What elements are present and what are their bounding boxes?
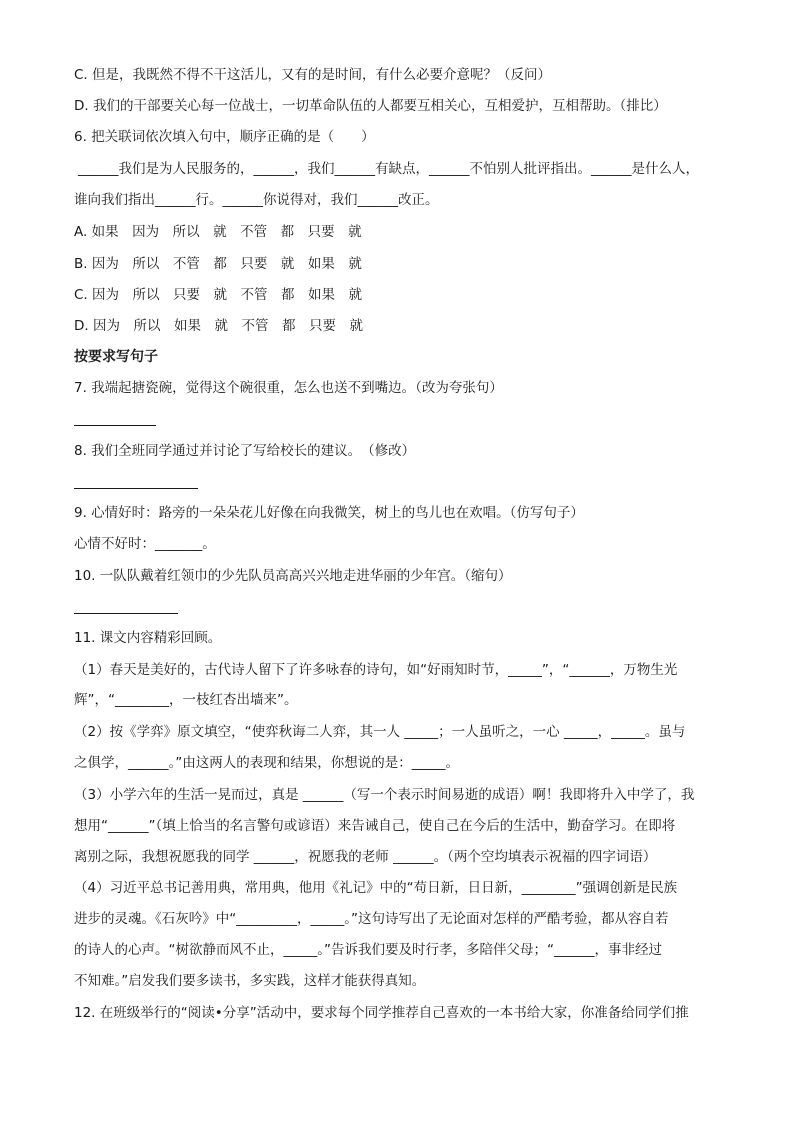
question-11-part-4-line-4: 不知难。”启发我们要多读书，多实践，这样才能获得真知。 [74, 973, 426, 989]
question-12: 12. 在班级举行的“阅读•分享”活动中，要求每个同学推荐自己喜欢的一本书给大家，你准备给同学们推 [74, 1005, 689, 1021]
question-10: 10. 一队队戴着红领巾的少先队员高高兴兴地走进华丽的少年宫。（缩句） [74, 568, 512, 584]
question-11-part-2-line-2: 之俱学，______。”由这两人的表现和结果，你想说的是：_____。 [74, 755, 459, 771]
question-8-answer-line [74, 488, 198, 489]
question-6-prompt: 6. 把关联词依次填入句中，顺序正确的是（ ） [74, 129, 375, 145]
question-11-title: 11. 课文内容精彩回顾。 [74, 630, 222, 646]
question-6-option-c: C. 因为 所以 只要 就 不管 都 如果 就 [74, 287, 363, 303]
question-6-option-d: D. 因为 所以 如果 就 不管 都 只要 就 [74, 318, 363, 334]
question-11-part-3-line-3: 离别之际，我想祝愿我的同学 ______，祝愿我的老师 ______。（两个空均填表示祝福的四字词语） [74, 849, 657, 865]
question-10-answer-line [74, 613, 178, 614]
question-6-sentence-line-1: ______我们是为人民服务的，______，我们______有缺点，______不怕别人批评指出。______是什么人， [78, 161, 699, 177]
question-8: 8. 我们全班同学通过并讨论了写给校长的建议。 （修改） [74, 443, 416, 459]
question-7: 7. 我端起搪瓷碗，觉得这个碗很重，怎么也送不到嘴边。（改为夸张句） [74, 380, 503, 396]
question-11-part-1-line-1: （1）春天是美好的，古代诗人留下了许多咏春的诗句，如“好雨知时节，_____”，“______，万物生光 [74, 662, 678, 678]
option-d-parallelism: D. 我们的干部要关心每一位战士，一切革命队伍的人都要互相关心，互相爱护，互相帮助。（排比） [74, 98, 667, 114]
question-11-part-2-line-1: （2）按《学弈》原文填空，“使弈秋诲二人弈，其一人 _____；一人虽听之，一心 _____，_____。虽与 [74, 724, 686, 740]
question-6-option-a: A. 如果 因为 所以 就 不管 都 只要 就 [74, 224, 362, 240]
question-11-part-4-line-2: 进步的灵魂。《石灰吟》中“_________，_____。”这句诗写出了无论面对怎样的严酷考验，都从容自若 [74, 911, 669, 927]
option-c-rhetorical: C. 但是，我既然不得不干这活儿，又有的是时间，有什么必要介意呢？（反问） [74, 67, 552, 83]
question-6-option-b: B. 因为 所以 不管 都 只要 就 如果 就 [74, 256, 362, 272]
question-11-part-3-line-2: 想用“______”（填上恰当的名言警句或谚语）来告诫自己，使自己在今后的生活中，勤奋学习。在即将 [74, 818, 676, 834]
question-7-answer-line [74, 425, 156, 426]
question-11-part-1-line-2: 辉”，“________，一枝红杏出墙来”。 [74, 692, 298, 708]
section-heading: 按要求写句子 [74, 349, 158, 365]
question-11-part-3-line-1: （3）小学六年的生活一晃而过，真是 ______（写一个表示时间易逝的成语）啊！我即将升入中学了，我 [74, 787, 695, 803]
question-9-fill: 心情不好时：_______。 [74, 536, 216, 552]
question-11-part-4-line-3: 的诗人的心声。“树欲静而风不止，_____。”告诉我们要及时行孝，多陪伴父母；“______，事非经过 [74, 942, 662, 958]
question-6-sentence-line-2: 谁向我们指出______行。______你说得对，我们______改正。 [74, 192, 439, 208]
question-9: 9. 心情好时：路旁的一朵朵花儿好像在向我微笑，树上的鸟儿也在欢唱。（仿写句子） [74, 505, 584, 521]
question-11-part-4-line-1: （4）习近平总书记善用典，常用典，他用《礼记》中的“苟日新，日日新，________”强调创新是民族 [74, 880, 678, 896]
